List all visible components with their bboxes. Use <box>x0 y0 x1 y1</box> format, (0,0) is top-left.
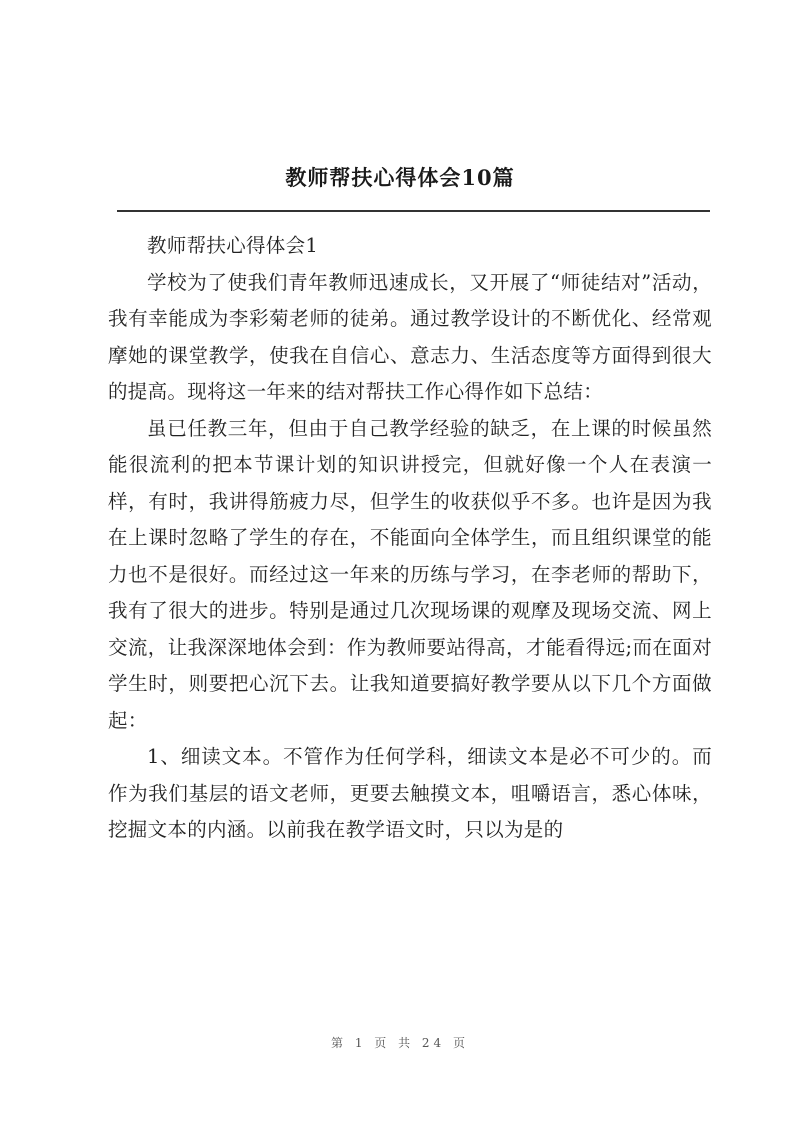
paragraph: 虽已任教三年，但由于自己教学经验的缺乏，在上课的时候虽然能很流利的把本节课计划的知识讲授完，但就好像一个人在表演一样，有时，我讲得筋疲力尽，但学生的收获似乎不多。也许是因为我在上课时忽略了学生的存在，不能面向全体学生，而且组织课堂的能力也不是很好。而经过这一年来的历练与学习，在李老师的帮助下，我有了很大的进步。特别是通过几次现场课的观摩及现场交流、网上交流，让我深深地体会到：作为教师要站得高，才能看得远;而在面对学生时，则要把心沉下去。让我知道要搞好教学要从以下几个方面做起： <box>108 416 712 732</box>
page-footer: 第 1 页 共 24 页 <box>331 1036 469 1050</box>
document-body <box>108 228 712 849</box>
document-title: 教师帮扶心得体会10篇 <box>285 165 515 190</box>
paragraph: 学校为了使我们青年教师迅速成长，又开展了“师徒结对”活动，我有幸能成为李彩菊老师的徒弟。通过教学设计的不断优化、经常观摩她的课堂教学，使我在自信心、意志力、生活态度等方面得到很大的提高。现将这一年来的结对帮扶工作心得作如下总结： <box>108 270 712 403</box>
paragraph: 1、细读文本。不管作为任何学科，细读文本是必不可少的。而作为我们基层的语文老师，更要去触摸文本，咀嚼语言，悉心体味，挖掘文本的内涵。以前我在教学语文时，只以为是的 <box>108 745 712 841</box>
title-divider <box>117 210 710 212</box>
section-heading: 教师帮扶心得体会1 <box>147 234 319 257</box>
